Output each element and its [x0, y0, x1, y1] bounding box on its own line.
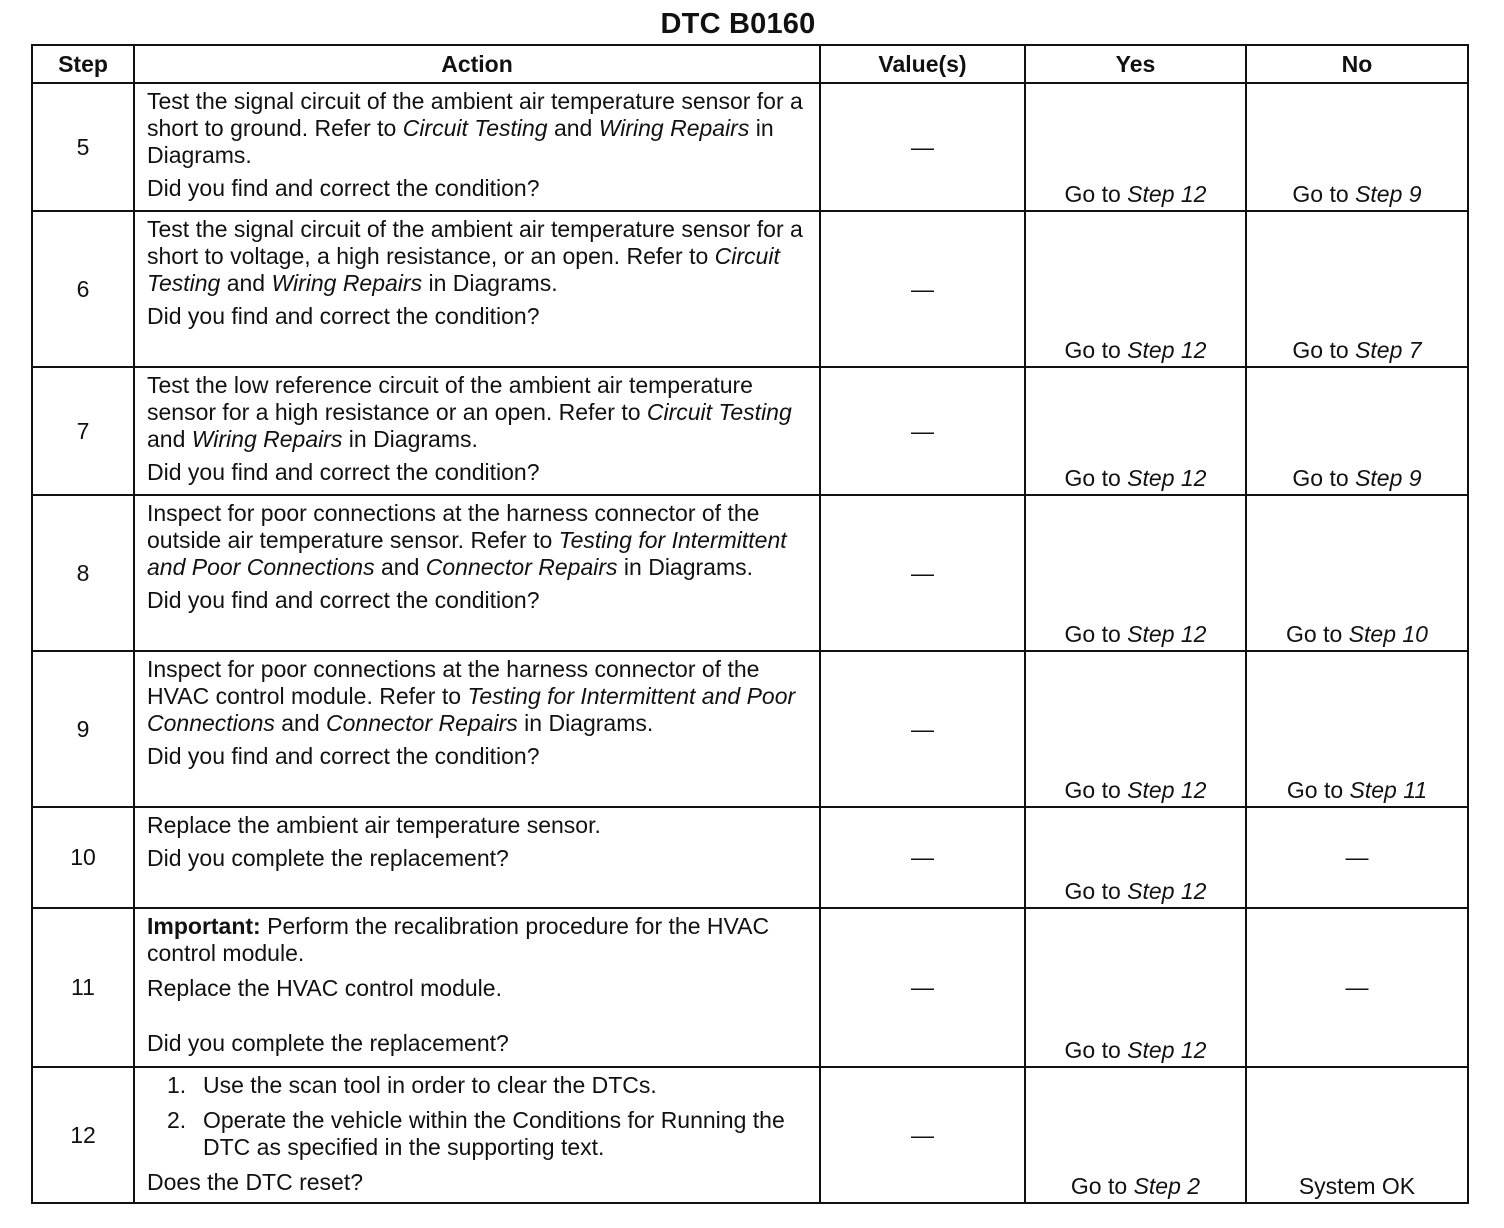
value-dash: — [911, 559, 934, 586]
step-number: 12 [32, 1067, 134, 1203]
yes-cell: Go to Step 12 [1025, 211, 1246, 367]
action-cell [134, 83, 820, 211]
no-cell [1246, 908, 1468, 1067]
no-cell: Go to Step 9 [1246, 367, 1468, 495]
no-step-link: Step 9 [1355, 181, 1422, 207]
no-cell: Go to Step 7 [1246, 211, 1468, 367]
yes-cell: Go to Step 12 [1025, 367, 1246, 495]
yes-step-link: Step 12 [1127, 777, 1207, 803]
step-number: 11 [32, 908, 134, 1067]
value-dash: — [911, 417, 934, 444]
yes-step-link: Step 12 [1127, 621, 1207, 647]
value-cell [820, 83, 1025, 211]
yes-step-link: Step 12 [1127, 465, 1207, 491]
table-header-row [32, 45, 1468, 83]
important-label: Important: [147, 913, 261, 939]
step-number: 5 [32, 83, 134, 211]
no-step-link: Step 9 [1355, 465, 1422, 491]
action-question: Did you complete the replacement? [147, 1030, 509, 1056]
action-cell [134, 211, 820, 367]
header-values: Value(s) [820, 45, 1025, 83]
no-cell: System OK [1246, 1067, 1468, 1203]
action-question: Did you find and correct the condition? [147, 303, 540, 329]
value-cell [820, 495, 1025, 651]
table-row [32, 807, 1468, 908]
step-number: 7 [32, 367, 134, 495]
no-cell: Go to Step 9 [1246, 83, 1468, 211]
step-number: 6 [32, 211, 134, 367]
value-cell [820, 367, 1025, 495]
header-no: No [1246, 45, 1468, 83]
value-dash: — [911, 715, 934, 742]
action-cell [134, 367, 820, 495]
yes-cell: Go to Step 12 [1025, 908, 1246, 1067]
action-cell [134, 908, 820, 1067]
action-text: Test the low reference circuit of the ambient air temperature sensor for a high resistance or an open. Refer to Circuit Testing and Wiring Repairs in Diagrams. [147, 372, 792, 452]
yes-cell: Go to Step 2 [1025, 1067, 1246, 1203]
document-title: DTC B0160 [660, 8, 816, 40]
action-question: Did you complete the replacement? [147, 845, 509, 871]
yes-cell: Go to Step 12 [1025, 651, 1246, 807]
action-text: Inspect for poor connections at the harness connector of the outside air temperature sensor. Refer to Testing for Intermittent and Poor Connections and Connector Repairs in Diagrams. [147, 500, 787, 580]
yes-step-link: Step 12 [1127, 878, 1207, 904]
no-dash: — [1345, 974, 1369, 1000]
header-yes: Yes [1025, 45, 1246, 83]
no-step-link: Step 11 [1349, 777, 1428, 803]
table-row [32, 495, 1468, 651]
value-cell [820, 908, 1025, 1067]
step-number: 8 [32, 495, 134, 651]
header-action: Action [134, 45, 820, 83]
value-cell [820, 807, 1025, 908]
no-step-link: Step 7 [1355, 337, 1422, 363]
dtc-diagnostic-table [31, 44, 1469, 1204]
action-question: Did you find and correct the condition? [147, 743, 540, 769]
yes-step-link: Step 12 [1127, 1037, 1207, 1063]
yes-cell: Go to Step 12 [1025, 83, 1246, 211]
yes-step-link: Step 12 [1127, 181, 1207, 207]
value-dash: — [911, 1121, 934, 1148]
no-dash: — [1345, 844, 1369, 870]
action-text: Test the signal circuit of the ambient air temperature sensor for a short to voltage, a high resistance, or an open. Refer to Circuit Testing and Wiring Repairs in Diagrams. [147, 216, 803, 296]
action-question: Did you find and correct the condition? [147, 459, 540, 485]
step-number: 9 [32, 651, 134, 807]
action-cell [134, 1067, 820, 1203]
important-note: Important: Perform the recalibration procedure for the HVAC control module. [147, 913, 770, 966]
action-cell [134, 807, 820, 908]
step-number: 10 [32, 807, 134, 908]
value-dash: — [911, 275, 934, 302]
value-cell [820, 651, 1025, 807]
table-row [32, 367, 1468, 495]
action-cell [134, 651, 820, 807]
yes-step-link: Step 12 [1127, 337, 1207, 363]
list-item: 2. Operate the vehicle within the Conditions for Running the DTC as specified in the supporting text. [167, 1107, 785, 1160]
no-cell: Go to Step 11 [1246, 651, 1468, 807]
value-dash: — [911, 974, 934, 1000]
value-dash: — [911, 844, 934, 870]
no-cell [1246, 807, 1468, 908]
yes-cell: Go to Step 12 [1025, 807, 1246, 908]
no-step-link: Step 10 [1348, 621, 1428, 647]
table-row [32, 83, 1468, 211]
table-row [32, 908, 1468, 1067]
action-question: Does the DTC reset? [147, 1169, 364, 1195]
value-dash: — [911, 133, 934, 160]
yes-step-link: Step 2 [1133, 1173, 1201, 1199]
value-cell [820, 211, 1025, 367]
no-cell: Go to Step 10 [1246, 495, 1468, 651]
value-cell [820, 1067, 1025, 1203]
action-text: Inspect for poor connections at the harness connector of the HVAC control module. Refer to Testing for Intermittent and Poor Connections and Connector Repairs in Diagrams. [147, 656, 796, 736]
table-row [32, 651, 1468, 807]
action-question: Did you find and correct the condition? [147, 587, 540, 613]
action-question: Did you find and correct the condition? [147, 175, 540, 201]
header-step: Step [32, 45, 134, 83]
action-text: Replace the ambient air temperature sensor. [147, 812, 601, 838]
list-item: 1. Use the scan tool in order to clear the DTCs. [167, 1072, 657, 1098]
table-row [32, 1067, 1468, 1203]
action-text: Test the signal circuit of the ambient air temperature sensor for a short to ground. Refer to Circuit Testing and Wiring Repairs in Diagrams. [147, 88, 803, 168]
action-cell [134, 495, 820, 651]
yes-cell: Go to Step 12 [1025, 495, 1246, 651]
procedure-list [147, 1072, 811, 1169]
action-text: Replace the HVAC control module. [147, 975, 502, 1001]
table-row [32, 211, 1468, 367]
